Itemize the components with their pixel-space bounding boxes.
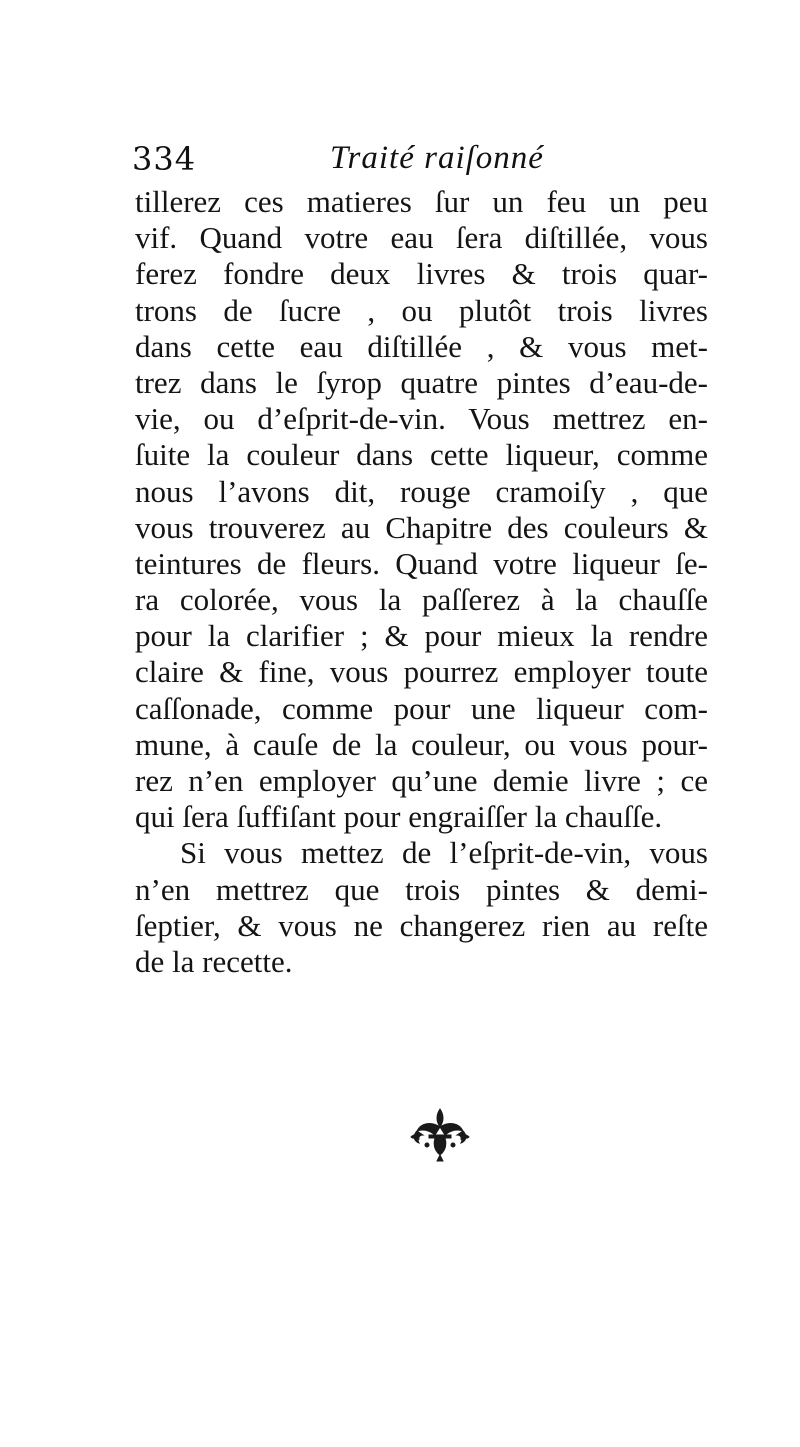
text-line: nous l’avons dit, rouge cramoiſy , que: [135, 473, 708, 509]
text-line: trez dans le ſyrop quatre pintes d’eau-de-: [135, 364, 708, 400]
paragraph-start-line: Si vous mettez de l’eſprit-de-vin, vous: [180, 835, 708, 871]
fleuron-ornament-icon: [405, 1105, 475, 1163]
text-line: claire & fine, vous pourrez employer toute: [135, 654, 708, 690]
text-line: pour la clarifier ; & pour mieux la rendre: [135, 618, 708, 654]
text-line: ſeptier, & vous ne changerez rien au reſte: [135, 907, 708, 943]
text-line: ferez fondre deux livres & trois quar-: [135, 256, 708, 292]
text-line: mune, à cauſe de la couleur, ou vous pour-: [135, 726, 708, 762]
running-title: Traité raiſonné: [330, 140, 544, 176]
text-line: vie, ou d’eſprit-de-vin. Vous mettrez en-: [135, 401, 708, 437]
text-line: dans cette eau diſtillée , & vous met-: [135, 328, 708, 364]
text-line: teintures de fleurs. Quand votre liqueur ſe-: [135, 545, 708, 581]
text-line: n’en mettrez que trois pintes & demi-: [135, 871, 708, 907]
text-line: vous trouverez au Chapitre des couleurs &: [135, 509, 708, 545]
text-line: qui ſera ſuffiſant pour engraiſſer la chauſſe.: [135, 799, 663, 835]
text-line: caſſonade, comme pour une liqueur com-: [135, 690, 708, 726]
text-line: ra colorée, vous la paſſerez à la chauſſe: [135, 582, 708, 618]
text-line: rez n’en employer qu’une demie livre ; ce: [135, 763, 708, 798]
page-number: 334: [132, 140, 197, 178]
text-line: tillerez ces matieres ſur un feu un peu: [135, 184, 708, 219]
text-line: vif. Quand votre eau ſera diſtillée, vous: [135, 220, 708, 256]
body-text: [135, 184, 708, 980]
text-line: trons de ſucre , ou plutôt trois livres: [135, 292, 708, 328]
text-line: ſuite la couleur dans cette liqueur, comme: [135, 437, 708, 473]
running-head: [130, 140, 710, 184]
text-line: de la recette.: [135, 943, 293, 979]
